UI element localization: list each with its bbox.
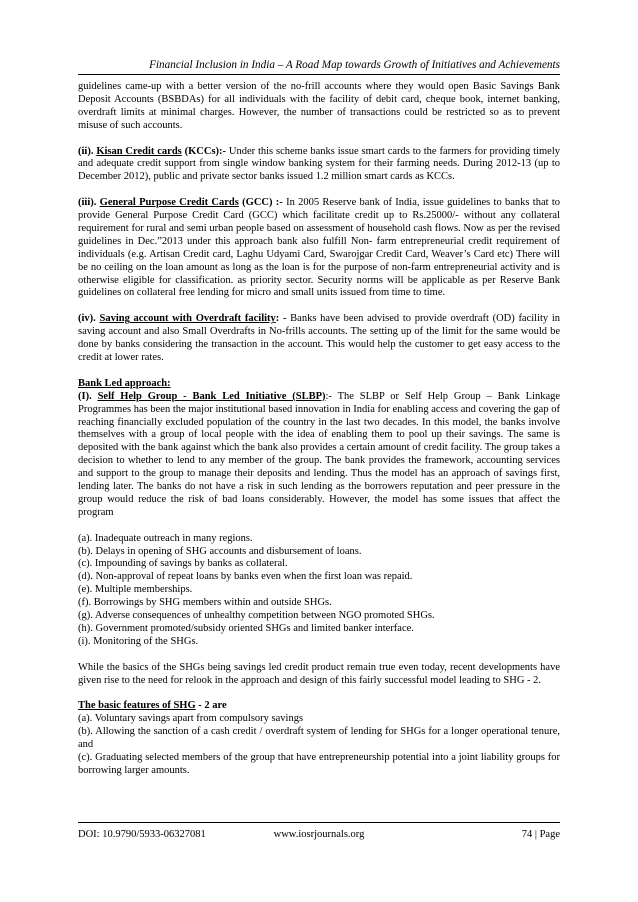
slbp-suffix: :- [325,390,332,402]
footer-rule [78,822,560,823]
list-item: (a). Voluntary savings apart from compulsory savings [78,713,304,725]
bank-led-heading [78,378,560,391]
list-item: (a). Inadequate outreach in many regions. [78,532,253,544]
gcc-title: General Purpose Credit Cards [99,197,239,209]
footer-page-number: 74 | Page [521,829,560,840]
bank-led-heading-text: Bank Led approach: [78,377,171,389]
features-heading-suffix: - 2 are [195,700,227,712]
list-item: (h). Government promoted/subsidy oriented SHGs and limited banker interface. [78,622,414,634]
slbp-text: The SLBP or Self Help Group – Bank Linkage Programmes has been the major institutional based innovation in India for enabling access and covering the gap of reaching financially excluded population of the country in the last two decades. In this model, the banks involve themselves with a group of local people with the idea of enabling them to pool up their savings. The same is deposited with the bank against which the bank also provides a certain amount of credit facility. The group takes a decision to whether to lend to any member of the group. The bank provides the framework, accounting services and support to the group to manage their deposits and lending. Thus the model has an approach of savings first, lending later. The banks do not have a risk in such lending as the borrowers reputation and peer pressure in the group would reduce the risk of bad loans considerably. However, the model has some issues that affect the program [78,390,561,518]
slbp-paragraph: (I). Self Help Group - Bank Led Initiative (SLBP):- The SLBP or Self Help Group – Bank Linkage Programmes has been the major institutional based innovation in India for enabling access and covering the gap of reaching financially excluded population of the country in the last two decades. In this model, the banks involve themselves with a group of local people with the idea of enabling them to pool up their savings. The same is deposited with the bank against which the bank also provides a certain amount of credit facility. The group takes a decision to whether to lend to any member of the group. The bank provides the framework, accounting services and support to the group to manage their deposits and lending. Thus the model has an approach of savings first, lending later. The banks do not have a risk in such lending as the borrowers reputation and peer pressure in the group would reduce the risk of bad loans considerably. However, the model has some issues that affect the program [78,390,561,518]
slbp-title: Self Help Group - Bank Led Initiative (SLBP) [97,390,326,402]
list-item: (b). Allowing the sanction of a cash credit / overdraft system of lending for SHGs for a longer operational tenure, and [78,726,560,751]
list-item: (i). Monitoring of the SHGs. [78,635,199,647]
footer-website: www.iosrjournals.org [273,829,365,840]
list-item: (b). Delays in opening of SHG accounts and disbursement of loans. [78,545,362,557]
overdraft-suffix: : - [275,313,287,325]
slbp-number: (I) [78,390,90,402]
kcc-paragraph [78,146,560,185]
kcc-text: Under this scheme banks issue smart cards to the farmers for providing timely and adequate credit support from single window banking system for their farming needs. During 2012-13 (up to December 2012), public and private sector banks issued 1.2 million smart cards as KCCs. [78,145,560,183]
features-heading-text: The basic features of SHG [78,700,196,712]
header-rule [78,74,560,75]
shg2-paragraph: While the basics of the SHGs being savings led credit product remain true even today, recent developments have given rise to the need for relook in the approach and design of this fairly successful model leading to SHG - 2. [78,661,560,686]
list-item: (c). Graduating selected members of the group that have entrepreneurship potential into a joint liability groups for borrowing larger amounts. [78,752,560,776]
gcc-paragraph [78,197,560,300]
intro-paragraph: guidelines came-up with a better version of the no-frill accounts where they would open Basic Savings Bank Deposit Accounts (BSBDAs) for all individuals with the facility of debit card, cheque book, internet banking, overdraft limits at minimal charges. However, the number of transactions could be restricted so as to prevent misuse of such accounts. [78,81,560,131]
running-header: Financial Inclusion in India – A Road Map towards Growth of Initiatives and Achievements [149,59,560,71]
gcc-text: In 2005 Reserve bank of India, issue guidelines to banks that to provide General Purpose Credit Card (GCC) which facilitate credit up to Rs.25000/- without any collateral requirement for rural and semi urban people based on assessment of household cash flows. Now as per the revised guidelines in Dec.”2013 under this approach bank also fulfill Non- farm entrepreneurial credit requirement of individuals (e.g. Artisan Credit card, Laghu Udyami Card, Swarojgar Credit Card, Weaver’s Card etc) There will be no ceiling on the loan amount as long as the loan is for the purpose of non-farm entrepreneurial activity and is otherwise eligible for classification. as priority sector. Security norms will be applicable as per Reserve Bank guidelines on collateral free lending for micro and small units issued from time to time. [78,197,560,299]
list-item: (e). Multiple memberships. [78,584,193,596]
overdraft-text: Banks have been advised to provide overdraft (OD) facility in saving account and also Small Overdrafts in No-frills accounts. The setting up of the limit for the same would be done by banks considering the transaction in the account. This would help the customer to get easy access to the credit at lower rates. [78,313,561,363]
list-item: (c). Impounding of savings by banks as collateral. [78,558,288,570]
kcc-title: Kisan Credit cards [96,145,182,157]
overdraft-paragraph [78,313,560,365]
list-item: (f). Borrowings by SHG members within and outside SHGs. [78,597,332,609]
footer-doi: DOI: 10.9790/5933-06327081 [78,829,206,840]
features-list [78,713,560,778]
gcc-suffix: (GCC) :- [242,197,283,209]
gcc-number: (iii). [78,197,97,209]
page-body [78,81,560,778]
list-item: (g). Adverse consequences of unhealthy competition between NGO promoted SHGs. [78,610,435,622]
features-heading [78,700,560,713]
kcc-number: (ii). [78,145,94,157]
overdraft-title: Saving account with Overdraft facility [99,313,276,325]
overdraft-number: (iv). [78,313,96,325]
list-item: (d). Non-approval of repeat loans by banks even when the first loan was repaid. [78,571,413,583]
issues-list [78,533,560,649]
kcc-suffix: (KCCs):- [184,145,227,157]
